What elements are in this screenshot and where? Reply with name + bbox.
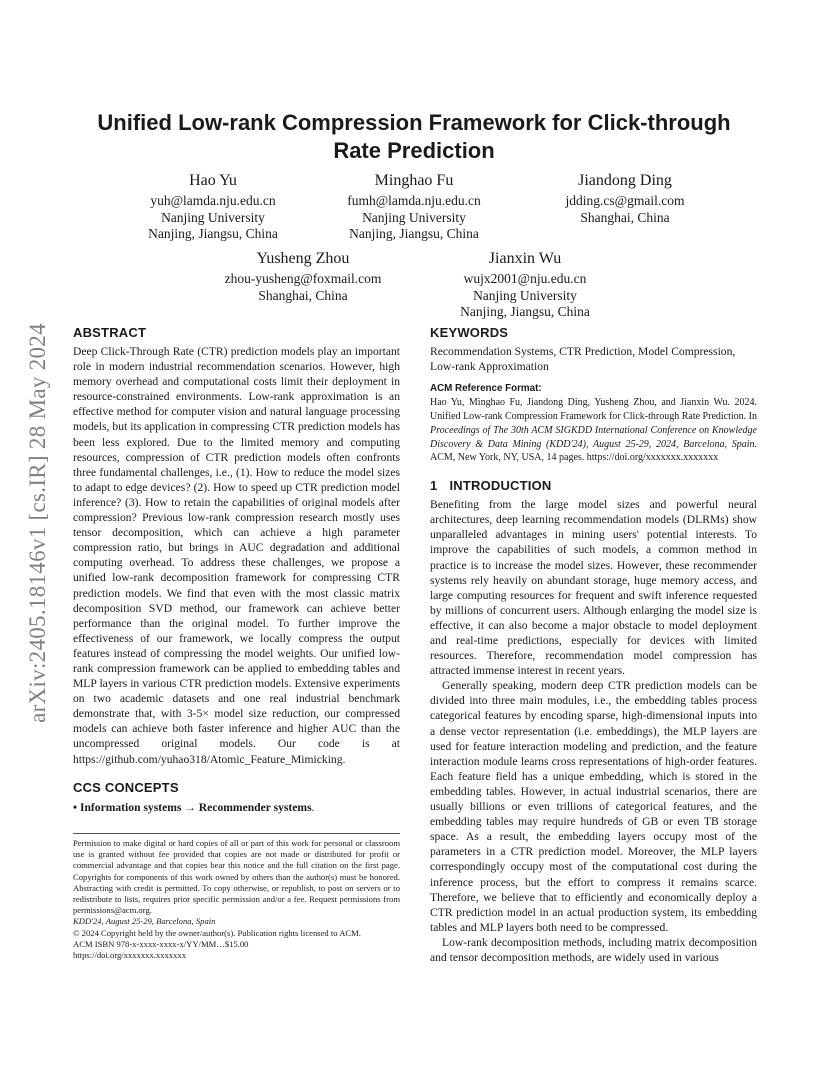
ccs-heading: CCS CONCEPTS (73, 779, 179, 795)
keywords-heading: KEYWORDS (430, 325, 509, 340)
intro-paragraph-1: Benefiting from the large model sizes and powerful neural architectures, deep learning recommendation models (DLRMs) show unparalleled advantages in mining users' potential interests. To improve the capabilities of such models, a common method in practice is to increase the model sizes. However, these recommender systems rely heavily on abundant storage, huge memory access, and large computing resources for frequent and swift inference requested by millions of concurrent users. Although enlarging the model size is effective, it can also become a major obstacle to model deployment and real-time predictions, especially for devices with limited resources. Therefore, recommendation model compression has attracted immense interest in recent years. (430, 498, 757, 678)
arxiv-id: arXiv:2405.18146v1 [cs.IR] 28 May 2024 (25, 323, 50, 723)
section-number: 1 (430, 478, 438, 494)
copyright-line: © 2024 Copyright held by the owner/author(s). Publication rights licensed to ACM. (73, 927, 361, 938)
keywords-text: Recommendation Systems, CTR Prediction, Model Compression, Low-rank Approximation (430, 345, 736, 374)
ccs-concept-text: Information systems → Recommender systems (79, 800, 312, 814)
paper-title: Unified Low-rank Compression Framework for Click-through Rate Prediction (97, 110, 731, 163)
author-email: fumh@lamda.nju.edu.cn (347, 193, 481, 208)
section-title: INTRODUCTION (449, 478, 552, 494)
arxiv-stamp (22, 288, 54, 758)
author-block-4 (208, 249, 398, 304)
acm-reference-proceedings: Proceedings of The 30th ACM SIGKDD International Conference on Knowledge Discovery & Data Mining (KDD'24), August 25-29, 2024, Barcelona, Spain. (430, 424, 757, 450)
acm-reference-heading: ACM Reference Format: (430, 383, 542, 395)
abstract-heading: ABSTRACT (73, 325, 147, 340)
author-email: wujx2001@nju.edu.cn (463, 271, 587, 286)
acm-reference-text (430, 396, 757, 465)
permission-notice: Permission to make digital or hard copies of all or part of this work for personal or classroom use is granted without fee provided that copies are not made or distributed for profit or commercial advantage and that copies bear this notice and the full citation on the first page. Copyrights for components of this work owned by others than the author(s) must be honored. Abstracting with credit is permitted. To copy otherwise, or republish, to post on servers or to redistribute to lists, requires prior specific permission and/or a fee. Request permissions from permissions@acm.org. (73, 838, 400, 916)
author-block-3 (530, 171, 720, 226)
author-name: Minghao Fu (374, 172, 454, 189)
author-affiliation: Shanghai, China (580, 209, 670, 225)
author-block-2 (319, 171, 509, 243)
author-name: Yusheng Zhou (256, 250, 350, 267)
doi-link[interactable]: https://doi.org/xxxxxxx.xxxxxxx (73, 950, 186, 961)
author-affiliation: Nanjing University (161, 209, 265, 225)
author-affiliation: Nanjing University (473, 287, 577, 303)
acm-reference-authors: Hao Yu, Minghao Fu, Jiandong Ding, Yusheng Zhou, and Jianxin Wu. 2024. Unified Low-rank Compression Framework for Click-through Rate Prediction. In (430, 397, 757, 422)
introduction-heading (430, 477, 757, 495)
acm-reference-tail: ACM, New York, NY, USA, 14 pages. https://doi.org/xxxxxxx.xxxxxxx (430, 452, 719, 464)
ccs-concept (73, 800, 400, 815)
author-block-5 (430, 249, 620, 321)
author-location: Nanjing, Jiangsu, China (148, 226, 278, 241)
abstract-text: Deep Click-Through Rate (CTR) prediction models play an important role in modern industrial recommendation scenarios. However, high memory overhead and computational costs limit their deployment in resource-constrained environments. Low-rank approximation is an effective method for computer vision and natural language processing models, but its application in compressing CTR prediction models has been less explored. Due to the limited memory and computing resources, compression of CTR prediction models often confronts three fundamental challenges, i.e., (1). How to reduce the model sizes to adapt to edge devices? (2). How to speed up CTR prediction model inference? (3). How to retain the capabilities of original models after compression? Previous low-rank compression research mostly uses tensor decomposition, which can achieve a high parameter compression ratio, but brings in AUC degradation and additional computing overhead. To address these challenges, we propose a unified low-rank decomposition framework for compressing CTR prediction models. We find that even with the most classic matrix decomposition SVD method, our framework can achieve better performance than the original model. To further improve the effectiveness of our framework, we locally compress the output features instead of compressing the model weights. Our unified low-rank compression framework can be applied to embedding tables and MLP layers in various CTR prediction models. Extensive experiments on two academic datasets and one real industrial benchmark demonstrate that, with 3-5× model size reduction, our compressed models can achieve both faster inference and higher AUC than the uncompressed original models. Our code is at https://github.com/yuhao318/Atomic_Feature_Mimicking. (73, 345, 400, 766)
copyright-footnote (73, 833, 400, 961)
author-affiliation: Shanghai, China (258, 287, 348, 303)
conference-info: KDD'24, August 25-29, Barcelona, Spain (73, 916, 216, 927)
right-column (430, 324, 757, 965)
author-email: yuh@lamda.nju.edu.cn (150, 193, 276, 208)
author-name: Jiandong Ding (578, 172, 672, 189)
author-block-1 (118, 171, 308, 243)
intro-paragraph-3: Low-rank decomposition methods, including matrix decomposition and tensor decomposition methods, are widely used in various (430, 935, 757, 964)
ccs-bullet: • (73, 800, 78, 814)
ccs-period: . (311, 800, 315, 814)
author-name: Jianxin Wu (488, 250, 562, 267)
author-affiliation: Nanjing University (362, 209, 466, 225)
author-email: jdding.cs@gmail.com (565, 193, 685, 208)
left-column (73, 324, 400, 815)
author-location: Nanjing, Jiangsu, China (349, 226, 479, 241)
intro-paragraph-2: Generally speaking, modern deep CTR prediction models can be divided into three main modules, i.e., the embedding tables process categorical features by encoding sparse, high-dimensional inputs into a dense vector representation (i.e. embeddings), the MLP layers are used for feature interaction modeling and prediction, and the feature interaction module learns cross representations of high-order features. Each feature field has a unique embedding, which is stored in the embedding tables. However, in actual industrial scenarios, there are usually billions or even trillions of categorical features, and the embedding tables may require hundreds of GB or even TB storage space. As a result, the embedding layers occupy most of the parameters in a CTR prediction model. Moreover, the MLP layers correspondingly occupy most of the computational cost during the inference process, but the effort to compress it remains scarce. Therefore, we believe that to efficiently and economically deploy a CTR prediction model in an actual production system, its embedding tables and MLP layers both need to be compressed. (430, 679, 757, 934)
isbn-line: ACM ISBN 978-x-xxxx-xxxx-x/YY/MM…$15.00 (73, 938, 249, 949)
author-name: Hao Yu (189, 172, 237, 189)
author-email: zhou-yusheng@foxmail.com (224, 271, 382, 286)
author-location: Nanjing, Jiangsu, China (460, 304, 590, 319)
